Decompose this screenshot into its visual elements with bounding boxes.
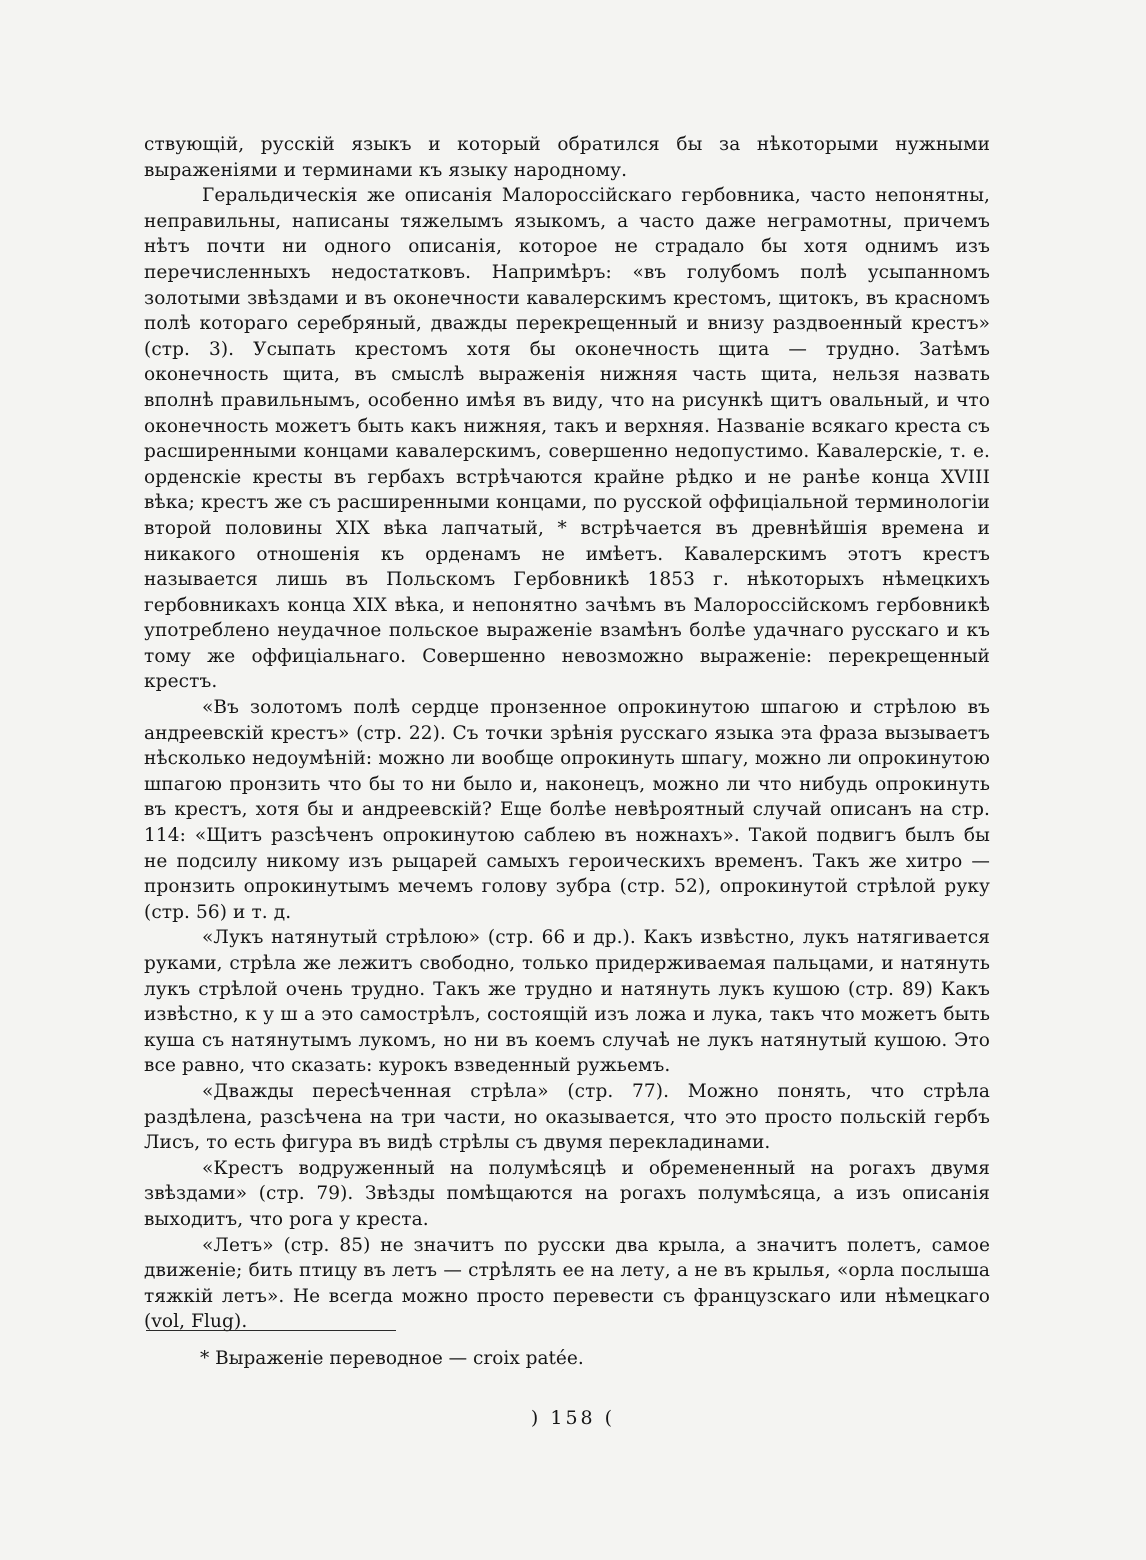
footnote-divider [146, 1330, 396, 1331]
paragraph-continuation: ствующій, русскій языкъ и который обратился бы за нѣкоторыми нужными выраженіями и терминами къ языку народному. [144, 134, 990, 181]
paragraph-cross-crescent: «Крестъ водруженный на полумѣсяцѣ и обремененный на рогахъ двумя звѣздами» (стр. 79). Звѣзды помѣщаются на рогахъ полумѣсяца, а изъ описанія выходитъ, что рога у креста. [144, 1157, 990, 1230]
paragraph-bow: «Лукъ натянутый стрѣлою» (стр. 66 и др.). Какъ извѣстно, лукъ натягивается руками, стрѣла же лежитъ свободно, только придерживаемая пальцами, и натянуть лукъ стрѣлой очень трудно. Такъ же трудно и натянуть лукъ кушою (стр. 89) Какъ извѣстно, к у ш а это самострѣлъ, состоящій изъ ложа и лука, такъ что можетъ быть куша съ натянутымъ лукомъ, но ни въ коемъ случаѣ не лукъ натянутый кушою. Это все равно, что сказать: курокъ взведенный ружьемъ. [144, 927, 990, 1077]
paragraph-golden-field: «Въ золотомъ полѣ сердце пронзенное опрокинутою шпагою и стрѣлою въ андреевскій крестъ» (стр. 22). Съ точки зрѣнія русскаго языка эта фраза вызываетъ нѣсколько недоумѣній: можно ли вообще опрокинуть шпагу, можно ли опрокинутою шпагою пронзить что бы то ни было и, наконецъ, можно ли что нибудь опрокинуть въ крестъ, хотя бы и андреевскій? Еще болѣе невѣроятный случай описанъ на стр. 114: «Щитъ разсѣченъ опрокинутою саблею въ ножнахъ». Такой подвигъ былъ бы не подсилу никому изъ рыцарей самыхъ героическихъ временъ. Такъ же хитро — пронзить опрокинутымъ мечемъ голову зубра (стр. 52), опрокинутой стрѣлой руку (стр. 56) и т. д. [144, 697, 990, 923]
paragraph-flight: «Летъ» (стр. 85) не значитъ по русски два крыла, а значитъ полетъ, самое движеніе; бить птицу въ летъ — стрѣлять ее на лету, а не въ крылья, «орла послыша тяжкій летъ». Не всегда можно просто перевести съ французскаго или нѣмецкаго (vol, Flug). [144, 1234, 990, 1333]
footnote: * Выраженіе переводное — croix patée. [200, 1348, 584, 1369]
page-number: ) 158 ( [530, 1407, 616, 1429]
paragraph-heraldic-descriptions: Геральдическія же описанія Малороссійскаго гербовника, часто непонятны, неправильны, написаны тяжелымъ языкомъ, а часто даже неграмотны, причемъ нѣтъ почти ни одного описанія, которое не страдало бы хотя однимъ изъ перечисленныхъ недостатковъ. Напримѣръ: «въ голубомъ полѣ усыпанномъ золотыми звѣздами и въ оконечности кавалерскимъ крестомъ, щитокъ, въ красномъ полѣ котораго серебряный, дважды перекрещенный и внизу раздвоенный крестъ» (стр. 3). Усыпать крестомъ хотя бы оконечность щита — трудно. Затѣмъ оконечность щита, въ смыслѣ выраженія нижняя часть щита, нельзя назвать вполнѣ правильнымъ, особенно имѣя въ виду, что на рисункѣ щитъ овальный, и что оконечность можетъ быть какъ нижняя, такъ и верхняя. Названіе всякаго креста съ расширенными концами кавалерскимъ, совершенно недопустимо. Кавалерскіе, т. е. орденскіе кресты въ гербахъ встрѣчаются крайне рѣдко и не ранѣе конца XVIII вѣка; крестъ же съ расширенными концами, по русской оффиціальной терминологіи второй половины XIX вѣка лапчатый, * встрѣчается въ древнѣйшія времена и никакого отношенія къ орденамъ не имѣетъ. Кавалерскимъ этотъ крестъ называется лишь въ Польскомъ Гербовникѣ 1853 г. нѣкоторыхъ нѣмецкихъ гербовникахъ конца XIX вѣка, и непонятно зачѣмъ въ Малороссійскомъ гербовникѣ употреблено неудачное польское выраженіе взамѣнъ болѣе удачнаго русскаго и къ тому же оффиціальнаго. Совершенно невозможно выраженіе: перекрещенный крестъ. [144, 185, 990, 693]
main-text [144, 132, 990, 1335]
paragraph-arrow: «Дважды пересѣченная стрѣла» (стр. 77). Можно понять, что стрѣла раздѣлена, разсѣчена на три части, но оказывается, что это просто польскій гербъ Лисъ, то есть фигура въ видѣ стрѣлы съ двумя перекладинами. [144, 1080, 990, 1154]
